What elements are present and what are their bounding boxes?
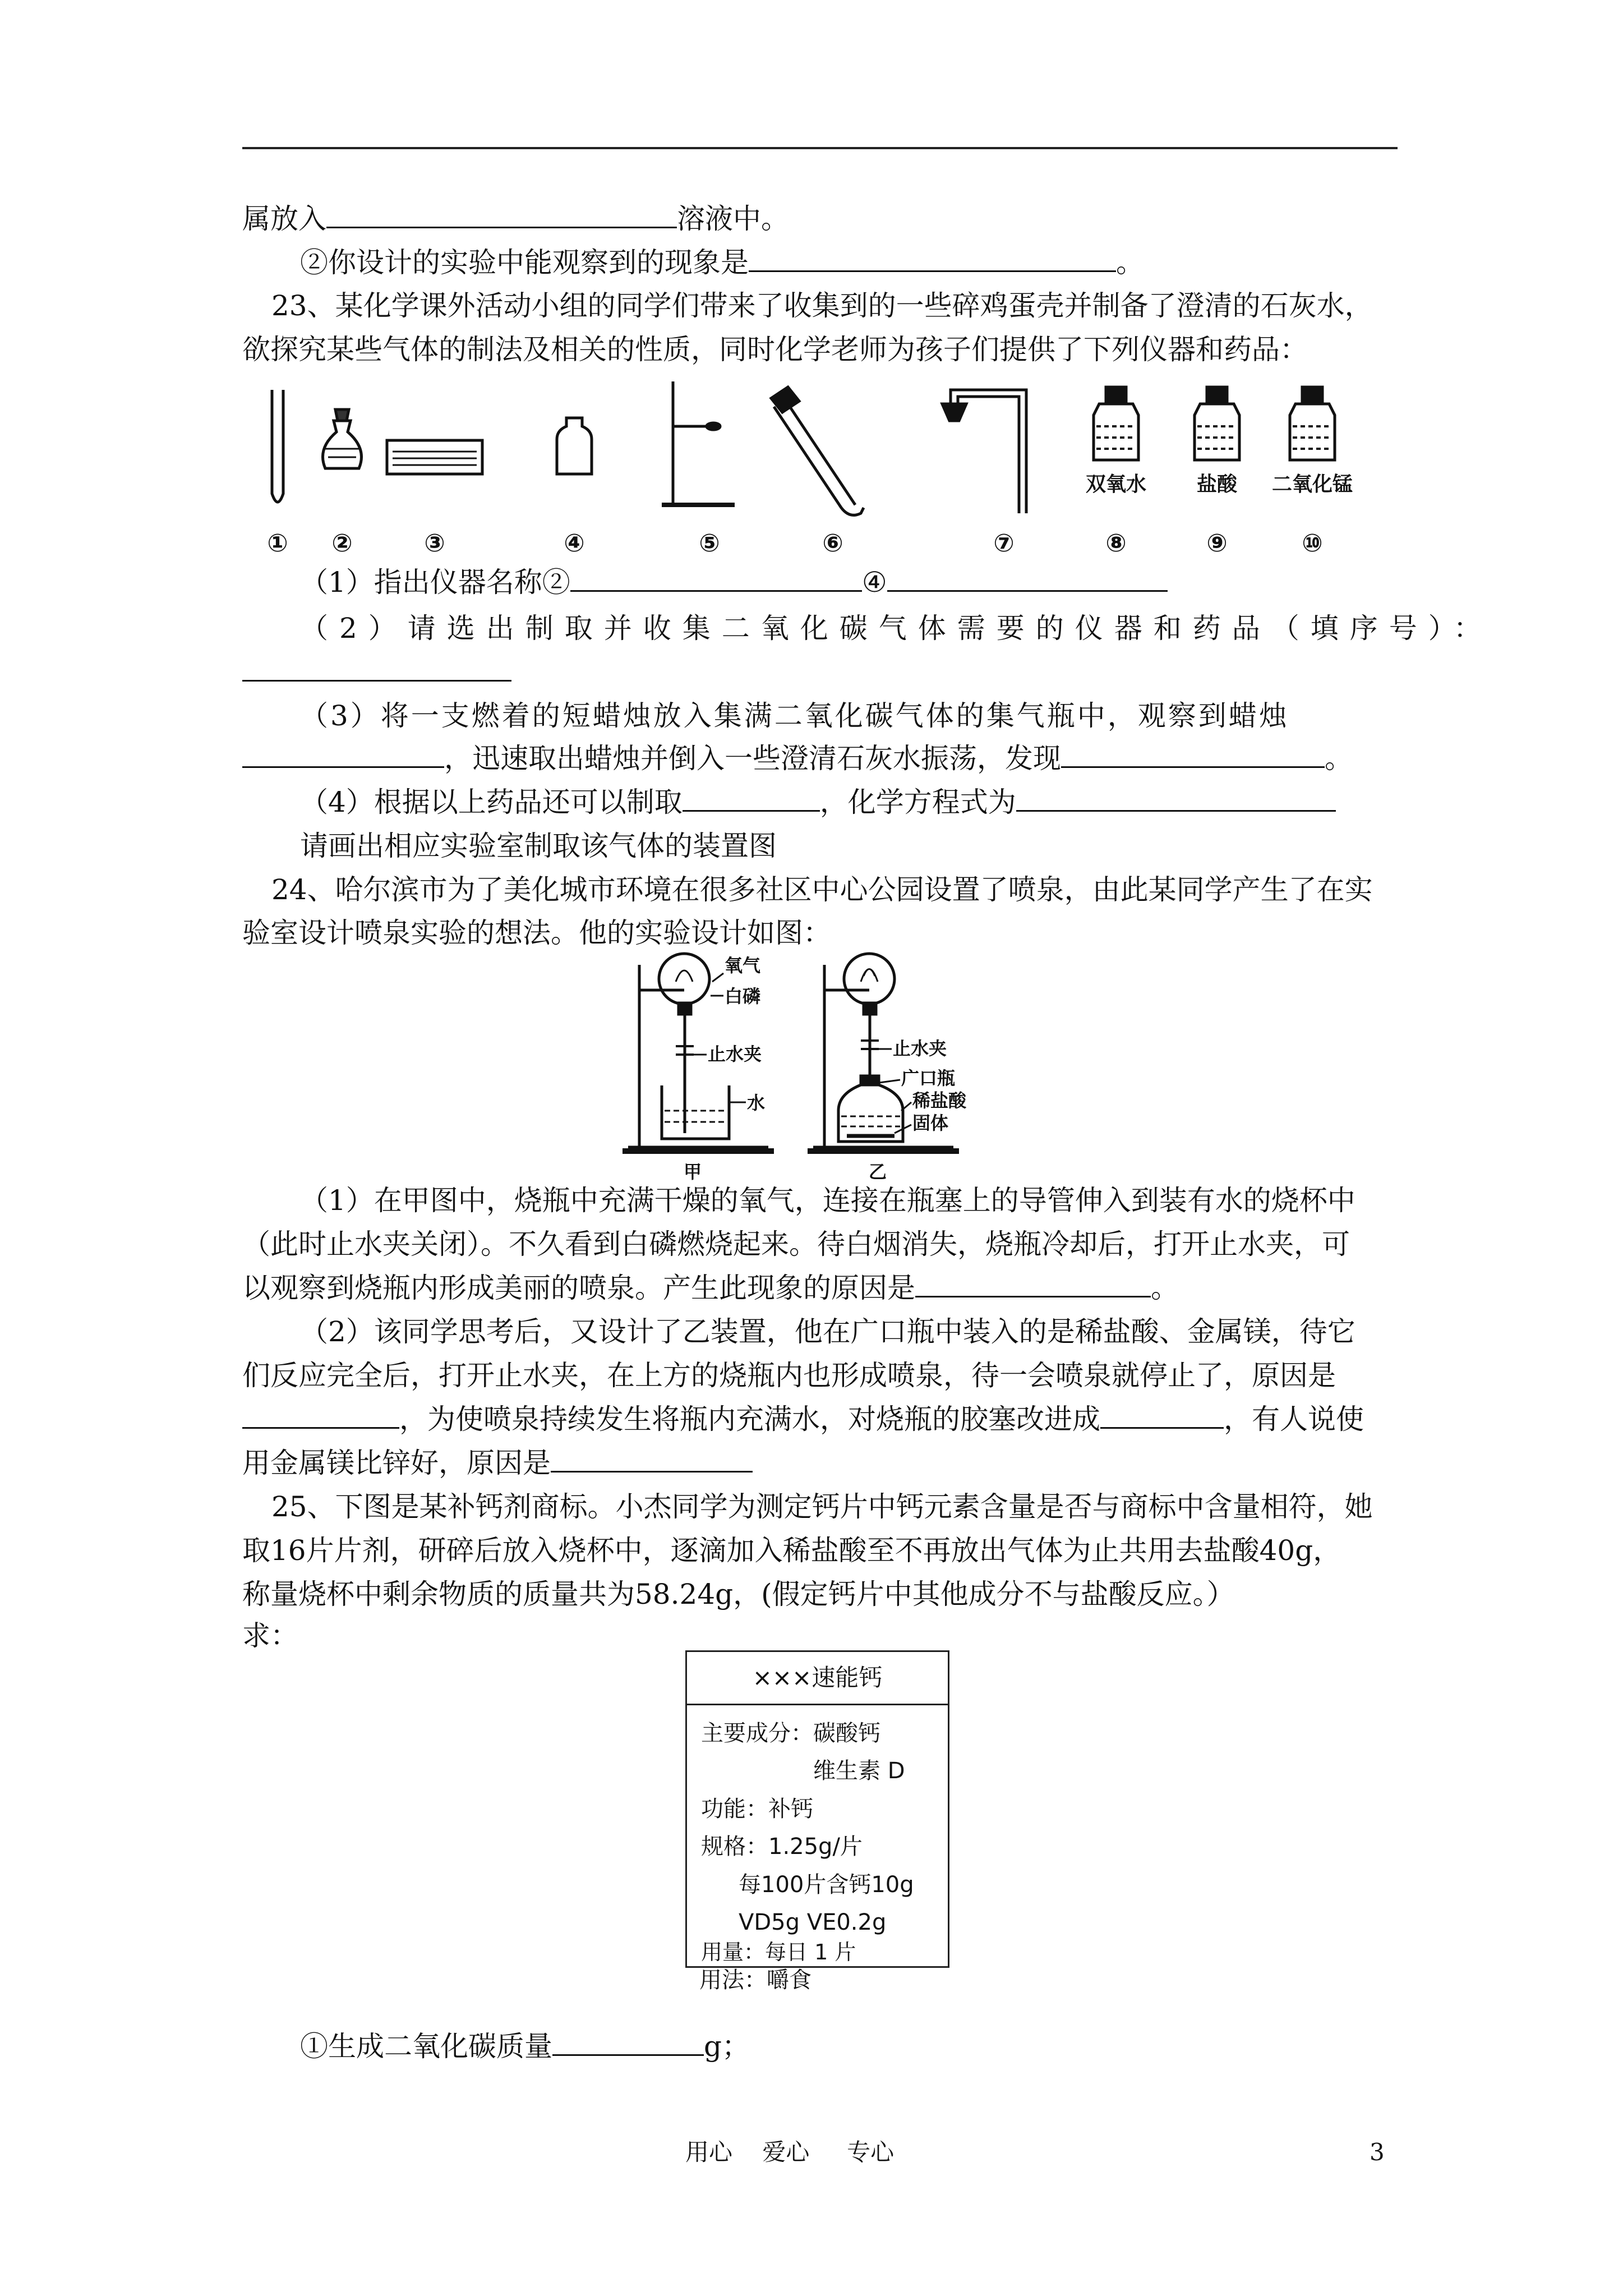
q23-part2-blank <box>242 655 511 689</box>
label-title: ×××速能钙 <box>687 1652 948 1705</box>
blank[interactable] <box>552 2030 704 2056</box>
q24-part2-line2: 们反应完全后，打开止水夹，在上方的烧瓶内也形成喷泉，待一会喷泉就停止了，原因是 <box>242 1359 1336 1392</box>
delivery-tube-stopper <box>771 387 864 515</box>
apparatus-number: ⑦ <box>993 529 1015 558</box>
label-usage: 用法：嚼食 <box>699 1967 811 1993</box>
label-clamp-a: 止水夹 <box>708 1043 762 1065</box>
q23-part4-line2: 请画出相应实验室制取该气体的装置图 <box>300 830 777 862</box>
blank[interactable] <box>1016 785 1336 812</box>
label-jia: 甲 <box>683 1161 702 1182</box>
apparatus-number: ③ <box>424 529 445 558</box>
apparatus-number: ④ <box>564 529 585 558</box>
q24-part2-line3: ，为使喷泉持续发生将瓶内充满水，对烧瓶的胶塞改进成 ，有人说使 <box>242 1402 1364 1436</box>
label-calcium-content: 每100片含钙10g <box>739 1872 914 1898</box>
q25-intro-2: 取16片片剂，研碎后放入烧杯中，逐滴加入稀盐酸至不再放出气体为止共用去盐酸40g， <box>242 1534 1341 1567</box>
q24-intro-2: 验室设计喷泉实验的想法。他的实验设计如图： <box>242 917 831 949</box>
apparatus-number: ② <box>331 529 353 558</box>
q23-part2: （2）请选出制取并收集二氧化碳气体需要的仪器和药品（填序号）： <box>300 612 1493 645</box>
label-wide-bottle: 广口瓶 <box>901 1068 956 1089</box>
alcohol-lamp <box>323 409 362 468</box>
q23-part1: （1）指出仪器名称② ④ <box>300 565 1168 599</box>
q24-part1-line3: 以观察到烧瓶内形成美丽的喷泉。产生此现象的原因是 。 <box>242 1272 1179 1304</box>
label-vitamin-content: VD5g VE0.2g <box>739 1910 887 1935</box>
blank[interactable] <box>1100 1402 1224 1429</box>
fountain-figure <box>623 948 970 1184</box>
apparatus-number: ⑨ <box>1206 529 1228 558</box>
header-rule <box>242 147 1398 149</box>
label-function: 功能：补钙 <box>701 1796 813 1822</box>
q24-part2-line4: 用金属镁比锌好，原因是 <box>242 1446 753 1480</box>
blank[interactable] <box>1061 742 1325 768</box>
apparatus-number: ① <box>267 529 288 558</box>
apparatus-number: ⑥ <box>822 529 843 558</box>
blank[interactable] <box>242 742 444 768</box>
apparatus-figure <box>247 373 1380 564</box>
blank[interactable] <box>326 202 677 228</box>
reagent-bottle-h2o2 <box>1094 387 1138 460</box>
q25-intro-3: 称量烧杯中剩余物质的质量共为58.24g，(假定钙片中其他成分不与盐酸反应。） <box>242 1578 1235 1611</box>
test-tube <box>272 390 283 502</box>
label-vitamin: 维生素 D <box>813 1758 905 1784</box>
q22-line2: ②你设计的实验中能观察到的现象是 。 <box>300 246 1144 279</box>
q25-intro-1: 25、下图是某补钙剂商标。小杰同学为测定钙片中钙元素含量是否与商标中含量相符，她 <box>271 1490 1373 1523</box>
gas-collecting-bottle <box>557 418 592 474</box>
footer-motto: 用心 爱心 专心 <box>685 2138 895 2166</box>
apparatus-number: ⑤ <box>699 529 720 558</box>
q22-line1: 属放入 溶液中。 <box>242 203 789 235</box>
label-spec: 规格：1.25g/片 <box>701 1834 863 1860</box>
q24-intro-1: 24、哈尔滨市为了美化城市环境在很多社区中心公园设置了喷泉，由此某同学产生了在实 <box>271 873 1373 906</box>
blank[interactable] <box>551 1446 753 1473</box>
water-trough <box>387 440 482 474</box>
label-yi: 乙 <box>868 1161 887 1182</box>
label-clamp-b: 止水夹 <box>893 1038 947 1059</box>
long-delivery-tube <box>942 390 1026 513</box>
label-ingredient: 主要成分：碳酸钙 <box>701 1720 880 1746</box>
label-solid: 固体 <box>912 1112 949 1134</box>
apparatus-number: ⑧ <box>1105 529 1127 558</box>
q25-question-1: ①生成二氧化碳质量 g； <box>300 2030 750 2063</box>
q24-part1-line1: （1）在甲图中，烧瓶中充满干燥的氧气，连接在瓶塞上的导管伸入到装有水的烧杯中 <box>300 1184 1355 1217</box>
label-white-phosphorus: 白磷 <box>725 986 761 1007</box>
reagent-bottle-mno2 <box>1290 387 1335 460</box>
blank[interactable] <box>242 1402 399 1429</box>
blank[interactable] <box>570 565 862 592</box>
reagent-label-mno2: 二氧化锰 <box>1271 473 1353 496</box>
label-dilute-hcl: 稀盐酸 <box>912 1090 967 1111</box>
blank[interactable] <box>887 565 1168 592</box>
q25-intro-4: 求： <box>242 1619 298 1652</box>
q23-part3-line2: ，迅速取出蜡烛并倒入一些澄清石灰水振荡，发现 。 <box>242 742 1353 775</box>
q23-part3-line1: （3）将一支燃着的短蜡烛放入集满二氧化碳气体的集气瓶中，观察到蜡烛 <box>300 700 1289 732</box>
reagent-bottle-hcl <box>1195 387 1239 460</box>
label-oxygen: 氧气 <box>725 955 761 976</box>
label-water: 水 <box>747 1092 766 1114</box>
q23-part4: （4）根据以上药品还可以制取 ，化学方程式为 <box>300 785 1336 819</box>
supplement-label <box>685 1650 949 1968</box>
q23-intro-1: 23、某化学课外活动小组的同学们带来了收集到的一些碎鸡蛋壳并制备了澄清的石灰水， <box>271 289 1373 322</box>
reagent-label-h2o2: 双氧水 <box>1085 473 1147 496</box>
q23-intro-2: 欲探究某些气体的制法及相关的性质，同时化学老师为孩子们提供了下列仪器和药品： <box>242 333 1308 366</box>
blank[interactable] <box>915 1271 1151 1297</box>
blank[interactable] <box>749 246 1116 272</box>
iron-stand <box>662 381 735 505</box>
reagent-label-hcl: 盐酸 <box>1196 473 1238 496</box>
q24-part1-line2: （此时止水夹关闭）。不久看到白磷燃烧起来。待白烟消失，烧瓶冷却后，打开止水夹，可 <box>242 1228 1350 1260</box>
blank[interactable] <box>683 785 820 812</box>
apparatus-number: ⑩ <box>1302 529 1323 558</box>
blank[interactable] <box>242 655 511 682</box>
label-dosage: 用量：每日 1 片 <box>701 1940 856 1964</box>
page-number: 3 <box>1370 2138 1385 2166</box>
q24-part2-line1: （2）该同学思考后，又设计了乙装置，他在广口瓶中装入的是稀盐酸、金属镁，待它 <box>300 1315 1355 1348</box>
